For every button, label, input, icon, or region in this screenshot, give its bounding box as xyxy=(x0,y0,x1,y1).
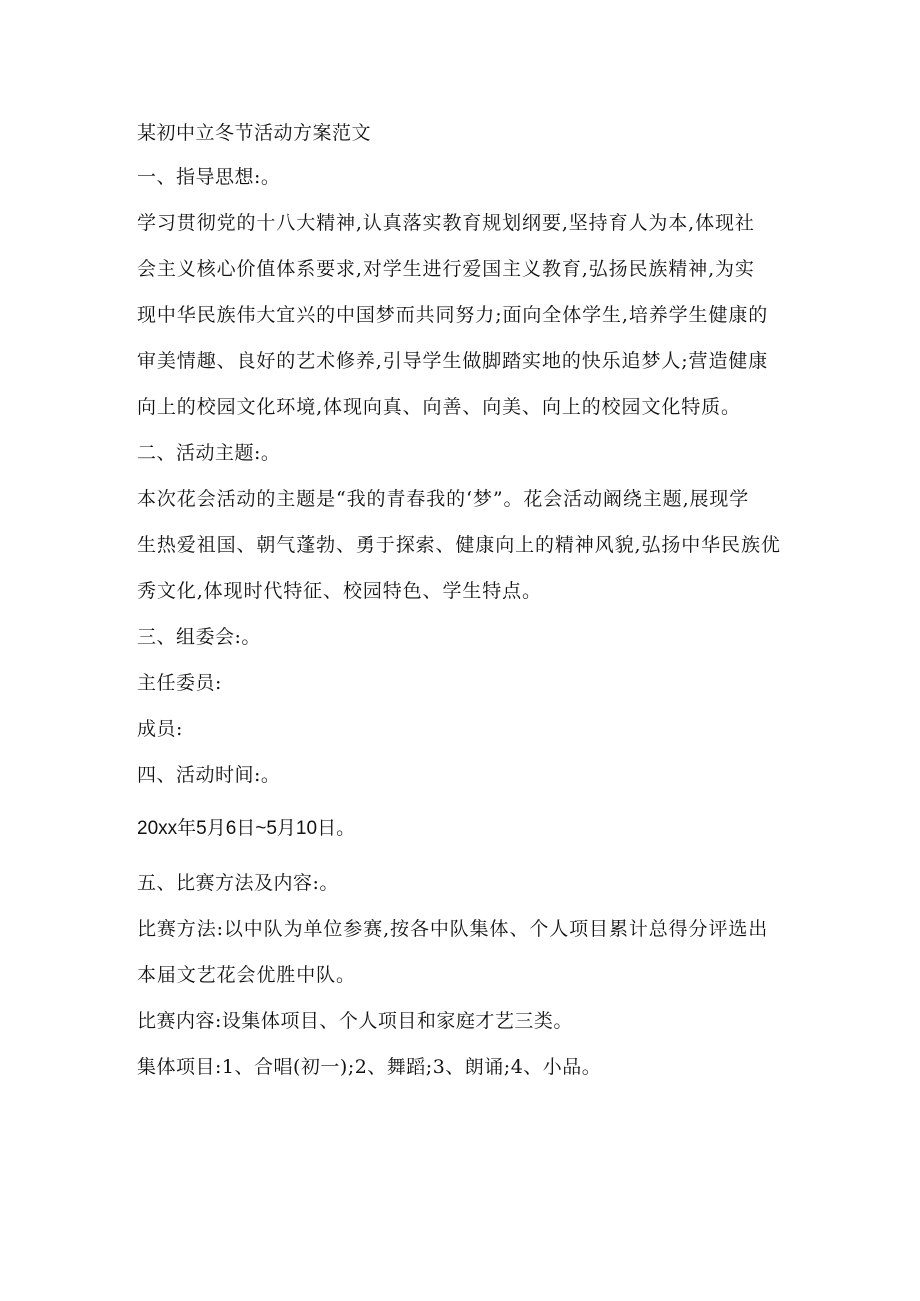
section-5-content: 比赛内容:设集体项目、个人项目和家庭才艺三类。 xyxy=(137,1010,573,1032)
paragraph-line: 学习贯彻党的十八大精神,认真落实教育规划纲要,坚持育人为本,体现社 xyxy=(137,212,755,234)
section-2-body xyxy=(137,476,797,614)
paragraph-line: 向上的校园文化环境,体现向真、向善、向美、向上的校园文化特质。 xyxy=(137,396,741,418)
paragraph-line: 秀文化,体现时代特征、校园特色、学生特点。 xyxy=(137,580,542,602)
section-1-body xyxy=(137,200,797,430)
activity-date: 20xx年5月6日~5月10日。 xyxy=(137,818,356,839)
paragraph-line: 审美情趣、良好的艺术修养,引导学生做脚踏实地的快乐追梦人;营造健康 xyxy=(137,350,769,372)
section-5-group-items: 集体项目:1、合唱(初一);2、舞蹈;3、朗诵;4、小品。 xyxy=(137,1056,602,1078)
paragraph-line: 生热爱祖国、朝气蓬勃、勇于探索、健康向上的精神风貌,弘扬中华民族优 xyxy=(137,534,781,556)
section-5-heading: 五、比赛方法及内容:。 xyxy=(137,872,339,894)
document-page xyxy=(137,112,797,1090)
paragraph-line: 现中华民族伟大宜兴的中国梦而共同努力;面向全体学生,培养学生健康的 xyxy=(137,304,769,326)
section-1-heading: 一、指导思想:。 xyxy=(137,166,281,188)
section-5-method xyxy=(137,906,797,998)
section-4-heading: 四、活动时间:。 xyxy=(137,764,281,786)
section-3-heading: 三、组委会:。 xyxy=(137,626,261,648)
paragraph-line: 会主义核心价值体系要求,对学生进行爱国主义教育,弘扬民族精神,为实 xyxy=(137,258,755,280)
section-2-heading: 二、活动主题:。 xyxy=(137,442,281,464)
committee-members: 成员: xyxy=(137,718,183,740)
spacer xyxy=(137,852,797,860)
paragraph-line: 本届文艺花会优胜中队。 xyxy=(137,964,356,986)
document-title: 某初中立冬节活动方案范文 xyxy=(137,122,372,144)
paragraph-line: 本次花会活动的主题是“我的青春我的‘梦”。花会活动阚绕主题,展现学 xyxy=(137,488,750,510)
committee-director: 主任委员: xyxy=(137,672,222,694)
paragraph-line: 比赛方法:以中队为单位参赛,按各中队集体、个人项目累计总得分评选出 xyxy=(137,918,769,940)
